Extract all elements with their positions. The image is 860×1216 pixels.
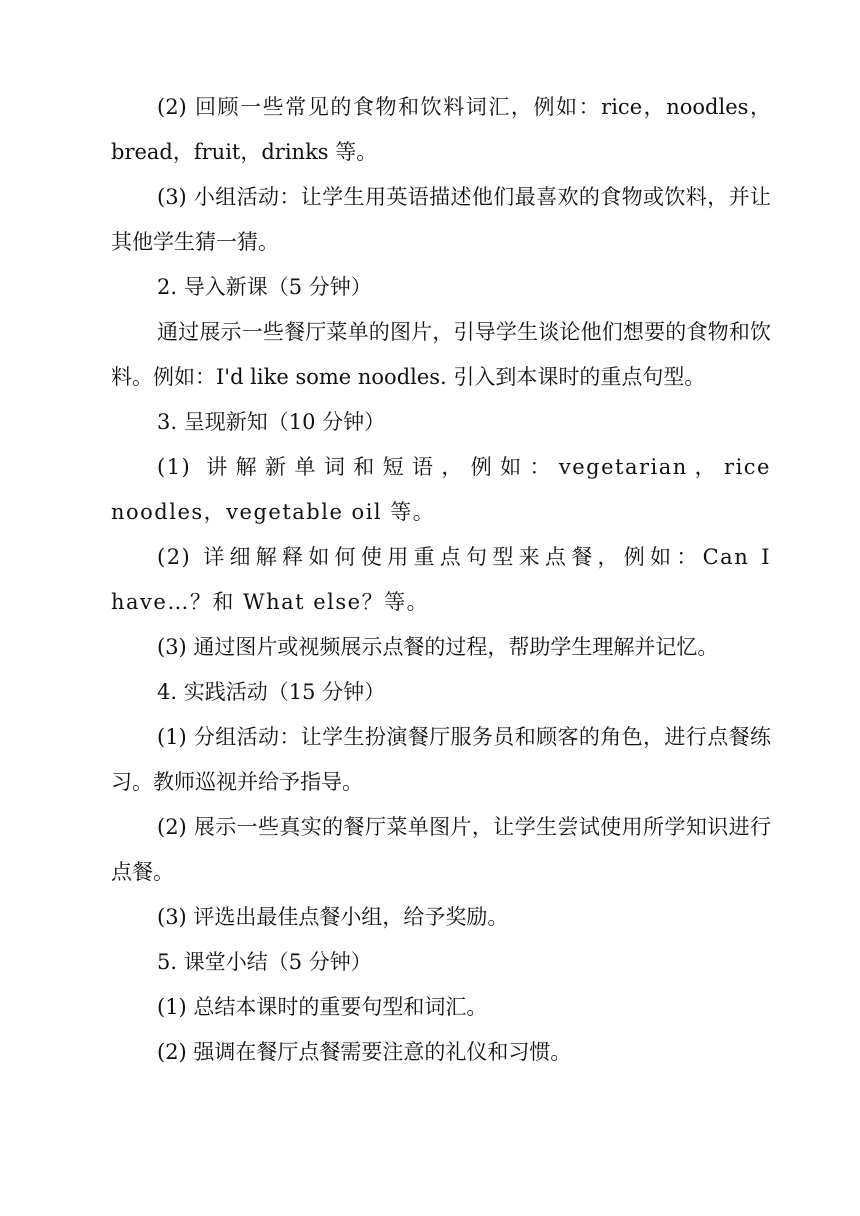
paragraph-best-group: (3) 评选出最佳点餐小组，给予奖励。 <box>157 905 509 929</box>
section-heading-presentation: 3. 呈现新知（10 分钟） <box>157 410 386 434</box>
paragraph-introduction: 通过展示一些餐厅菜单的图片，引导学生谈论他们想要的食物和饮料。例如：I'd like some noodles. 引入到本课时的重点句型。 <box>111 320 771 389</box>
section-heading-practice: 4. 实践活动（15 分钟） <box>157 680 386 704</box>
document-body <box>111 85 771 1075</box>
paragraph-role-play: (1) 分组活动：让学生扮演餐厅服务员和顾客的角色，进行点餐练习。教师巡视并给予指导。 <box>111 725 771 794</box>
paragraph-summary-patterns: (1) 总结本课时的重要句型和词汇。 <box>157 995 488 1019</box>
paragraph-ordering-process: (3) 通过图片或视频展示点餐的过程，帮助学生理解并记忆。 <box>157 635 719 659</box>
paragraph-real-menus: (2) 展示一些真实的餐厅菜单图片，让学生尝试使用所学知识进行点餐。 <box>111 815 771 884</box>
paragraph-etiquette: (2) 强调在餐厅点餐需要注意的礼仪和习惯。 <box>157 1040 572 1064</box>
section-heading-introduction: 2. 导入新课（5 分钟） <box>157 275 372 299</box>
section-heading-summary: 5. 课堂小结（5 分钟） <box>157 950 372 974</box>
paragraph-key-sentences: (2) 详细解释如何使用重点句型来点餐，例如：Can I have…？和 What else？等。 <box>111 545 771 614</box>
paragraph-review-vocabulary: (2) 回顾一些常见的食物和饮料词汇，例如：rice，noodles，bread，fruit，drinks 等。 <box>111 95 771 164</box>
paragraph-new-words: (1) 讲解新单词和短语，例如：vegetarian，rice noodles，vegetable oil 等。 <box>111 455 771 524</box>
paragraph-group-activity: (3) 小组活动：让学生用英语描述他们最喜欢的食物或饮料，并让其他学生猜一猜。 <box>111 185 771 254</box>
